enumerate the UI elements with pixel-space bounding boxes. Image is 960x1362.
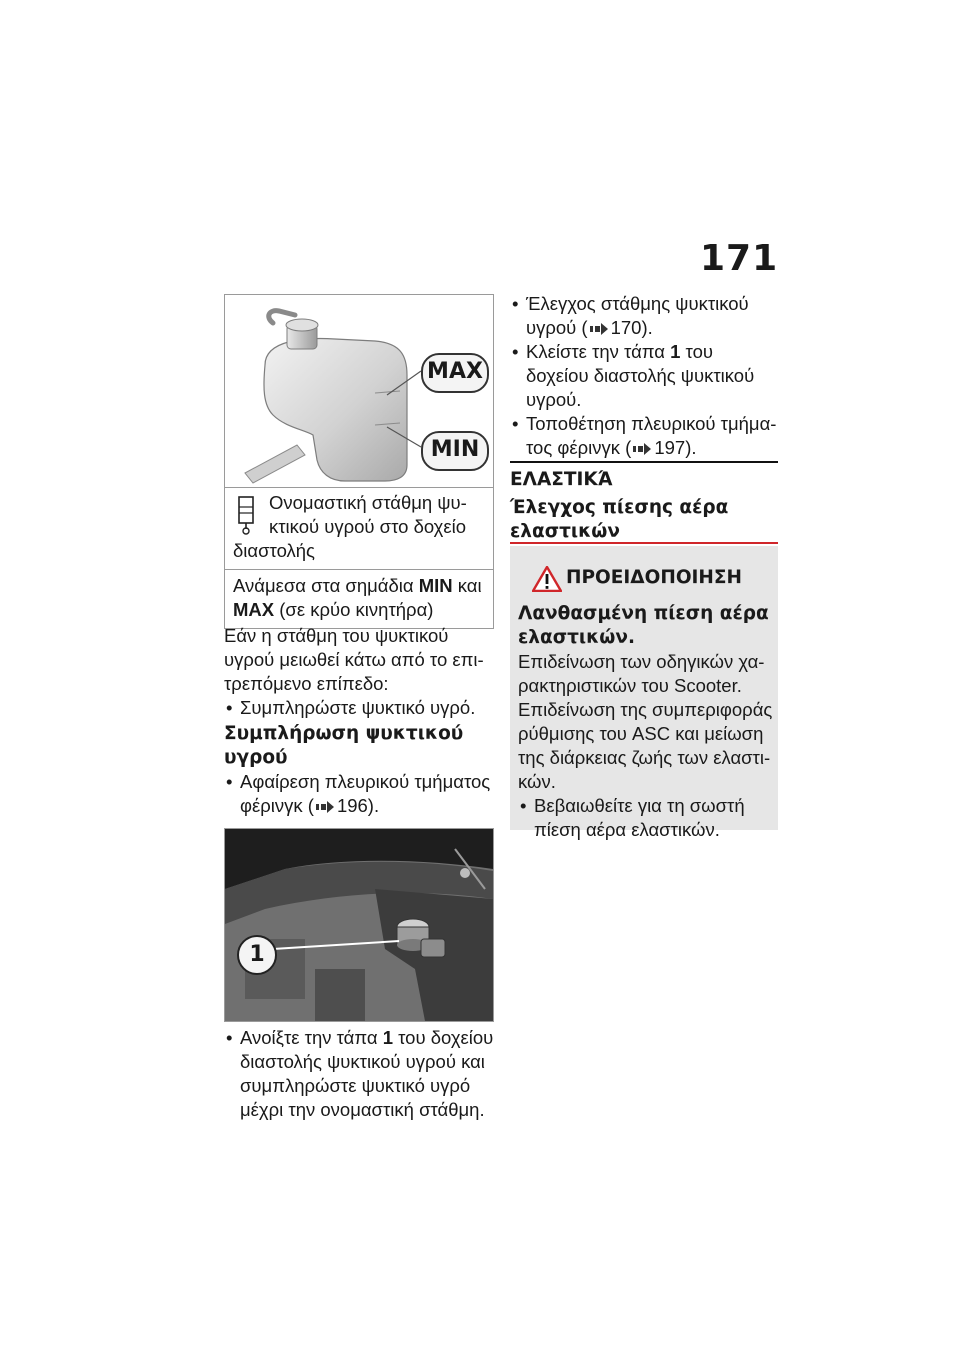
callout-1: 1 — [237, 935, 277, 975]
coolant-reservoir-figure — [224, 294, 494, 488]
right-steps — [510, 292, 782, 460]
list-item — [510, 292, 782, 340]
caption-row-spec — [225, 487, 493, 570]
warning-line: ρύθμισης του ASC και μείωση — [518, 723, 764, 744]
warning-consequences — [518, 650, 780, 842]
caption-cold-engine: (σε κρύο κινητήρα) — [274, 599, 434, 620]
bullet-text: Συμπληρώστε ψυκτικό υγρό. — [240, 697, 476, 718]
list-item — [518, 794, 780, 842]
warning-box — [510, 546, 778, 840]
warning-heading-line-2: ελαστικών. — [518, 627, 635, 648]
page-reference-link[interactable]: 196). — [336, 795, 380, 816]
bullet-line-3: συμπληρώστε ψυκτικό υγρό — [240, 1075, 471, 1096]
bullet-dot: • — [512, 341, 519, 362]
low-level-paragraph — [224, 624, 496, 720]
bullet-line-3: υγρού. — [526, 389, 582, 410]
warning-top-rule — [510, 542, 778, 544]
reservoir-cap-photo — [224, 828, 494, 1022]
page-reference-arrow-icon — [316, 801, 334, 813]
caption-row-value — [225, 570, 493, 628]
bullet-line-1: Ανοίξτε την τάπα — [240, 1027, 383, 1048]
heading-line-2: ελαστικών — [510, 521, 620, 542]
reservoir-cap-photo-illustration — [225, 829, 493, 1021]
caption-line-3: διαστολής — [233, 540, 315, 561]
part-number: 1 — [670, 341, 681, 362]
caption-min-mark: MIN — [418, 575, 453, 596]
bullet-line-2: διαστολής ψυκτικού υγρού και — [240, 1051, 485, 1072]
warning-title: ΠΡΟΕΙΔΟΠΟΙΗΣΗ — [566, 567, 743, 588]
warning-triangle-icon — [532, 566, 562, 592]
bullet-dot: • — [512, 293, 519, 314]
min-label: MIN — [421, 431, 489, 471]
para-line-3: τρεπόμενο επίπεδο: — [224, 673, 389, 694]
caption-line-2: κτικού υγρού στο δοχείο — [269, 516, 467, 537]
bullet-line-2: δοχείου διαστολής ψυκτικού — [526, 365, 755, 386]
heading-line-1: Έλεγχος πίεσης αέρα — [510, 497, 729, 518]
bullet-line-2: υγρού ( — [526, 317, 588, 338]
bullet-line-1: Βεβαιωθείτε για τη σωστή — [534, 795, 745, 816]
section-heading-fill-coolant — [224, 722, 496, 770]
para-line-2: υγρού μειωθεί κάτω από το επι- — [224, 649, 484, 670]
caption-max-mark: MAX — [233, 599, 275, 620]
list-item — [510, 340, 782, 412]
heading-line-1: Συμπλήρωση ψυκτικού — [224, 723, 464, 744]
bullet-line-1: Αφαίρεση πλευρικού τμήματος — [240, 771, 491, 792]
section-title-tires: ΕΛΑΣΤΙΚΆ — [510, 469, 613, 490]
max-label: MAX — [421, 353, 489, 393]
bullet-line-2: τος φέρινγκ ( — [526, 437, 632, 458]
page-reference-arrow-icon — [633, 443, 651, 455]
page-reference-link[interactable]: 170). — [610, 317, 653, 338]
para-line-1: Εάν η στάθμη του ψυκτικού — [224, 625, 449, 646]
part-number: 1 — [382, 1027, 393, 1048]
heading-line-2: υγρού — [224, 747, 288, 768]
bullet-dot: • — [226, 697, 233, 718]
list-item — [224, 1026, 500, 1122]
caption-line-1: Ονομαστική στάθμη ψυ- — [269, 492, 467, 513]
warning-line: της διάρκειας ζωής των ελαστι- — [518, 747, 771, 768]
warning-line: κών. — [518, 771, 556, 792]
page-reference-arrow-icon — [590, 323, 608, 335]
coolant-level-icon — [235, 495, 259, 535]
list-item — [224, 770, 496, 818]
page-reference-link[interactable]: 197). — [654, 437, 697, 458]
caption-value-text: Ανάμεσα στα σημάδια — [233, 575, 419, 596]
caption-value-and: και — [452, 575, 482, 596]
nominal-level-caption — [224, 487, 494, 629]
warning-line: Επιδείνωση των οδηγικών χα- — [518, 651, 765, 672]
bullet-line-1: Κλείστε την τάπα — [526, 341, 671, 362]
bullet-line-1: Τοποθέτηση πλευρικού τμήμα- — [526, 413, 777, 434]
bullet-line-4: μέχρι την ονομαστική στάθμη. — [240, 1099, 485, 1120]
warning-heading — [518, 602, 774, 650]
warning-line: ρακτηριστικών του Scooter. — [518, 675, 742, 696]
warning-line: Επιδείνωση της συμπεριφοράς — [518, 699, 773, 720]
warning-heading-line-1: Λανθασμένη πίεση αέρα — [518, 603, 769, 624]
list-item — [224, 696, 496, 720]
bullet-dot: • — [226, 1027, 233, 1048]
bullet-dot: • — [226, 771, 233, 792]
bullet-line-2: πίεση αέρα ελαστικών. — [534, 819, 720, 840]
list-item — [510, 412, 782, 460]
page-number: 171 — [700, 238, 779, 279]
section-divider — [510, 461, 778, 463]
bullet-line-1: Έλεγχος στάθμης ψυκτικού — [526, 293, 749, 314]
bullet-line-2: φέρινγκ ( — [240, 795, 314, 816]
bullet-dot: • — [520, 795, 527, 816]
bullet-line-1-end: του δοχείου — [393, 1027, 494, 1048]
bullet-line-1-end: του — [680, 341, 714, 362]
section-heading-tire-pressure — [510, 496, 778, 544]
bullet-dot: • — [512, 413, 519, 434]
